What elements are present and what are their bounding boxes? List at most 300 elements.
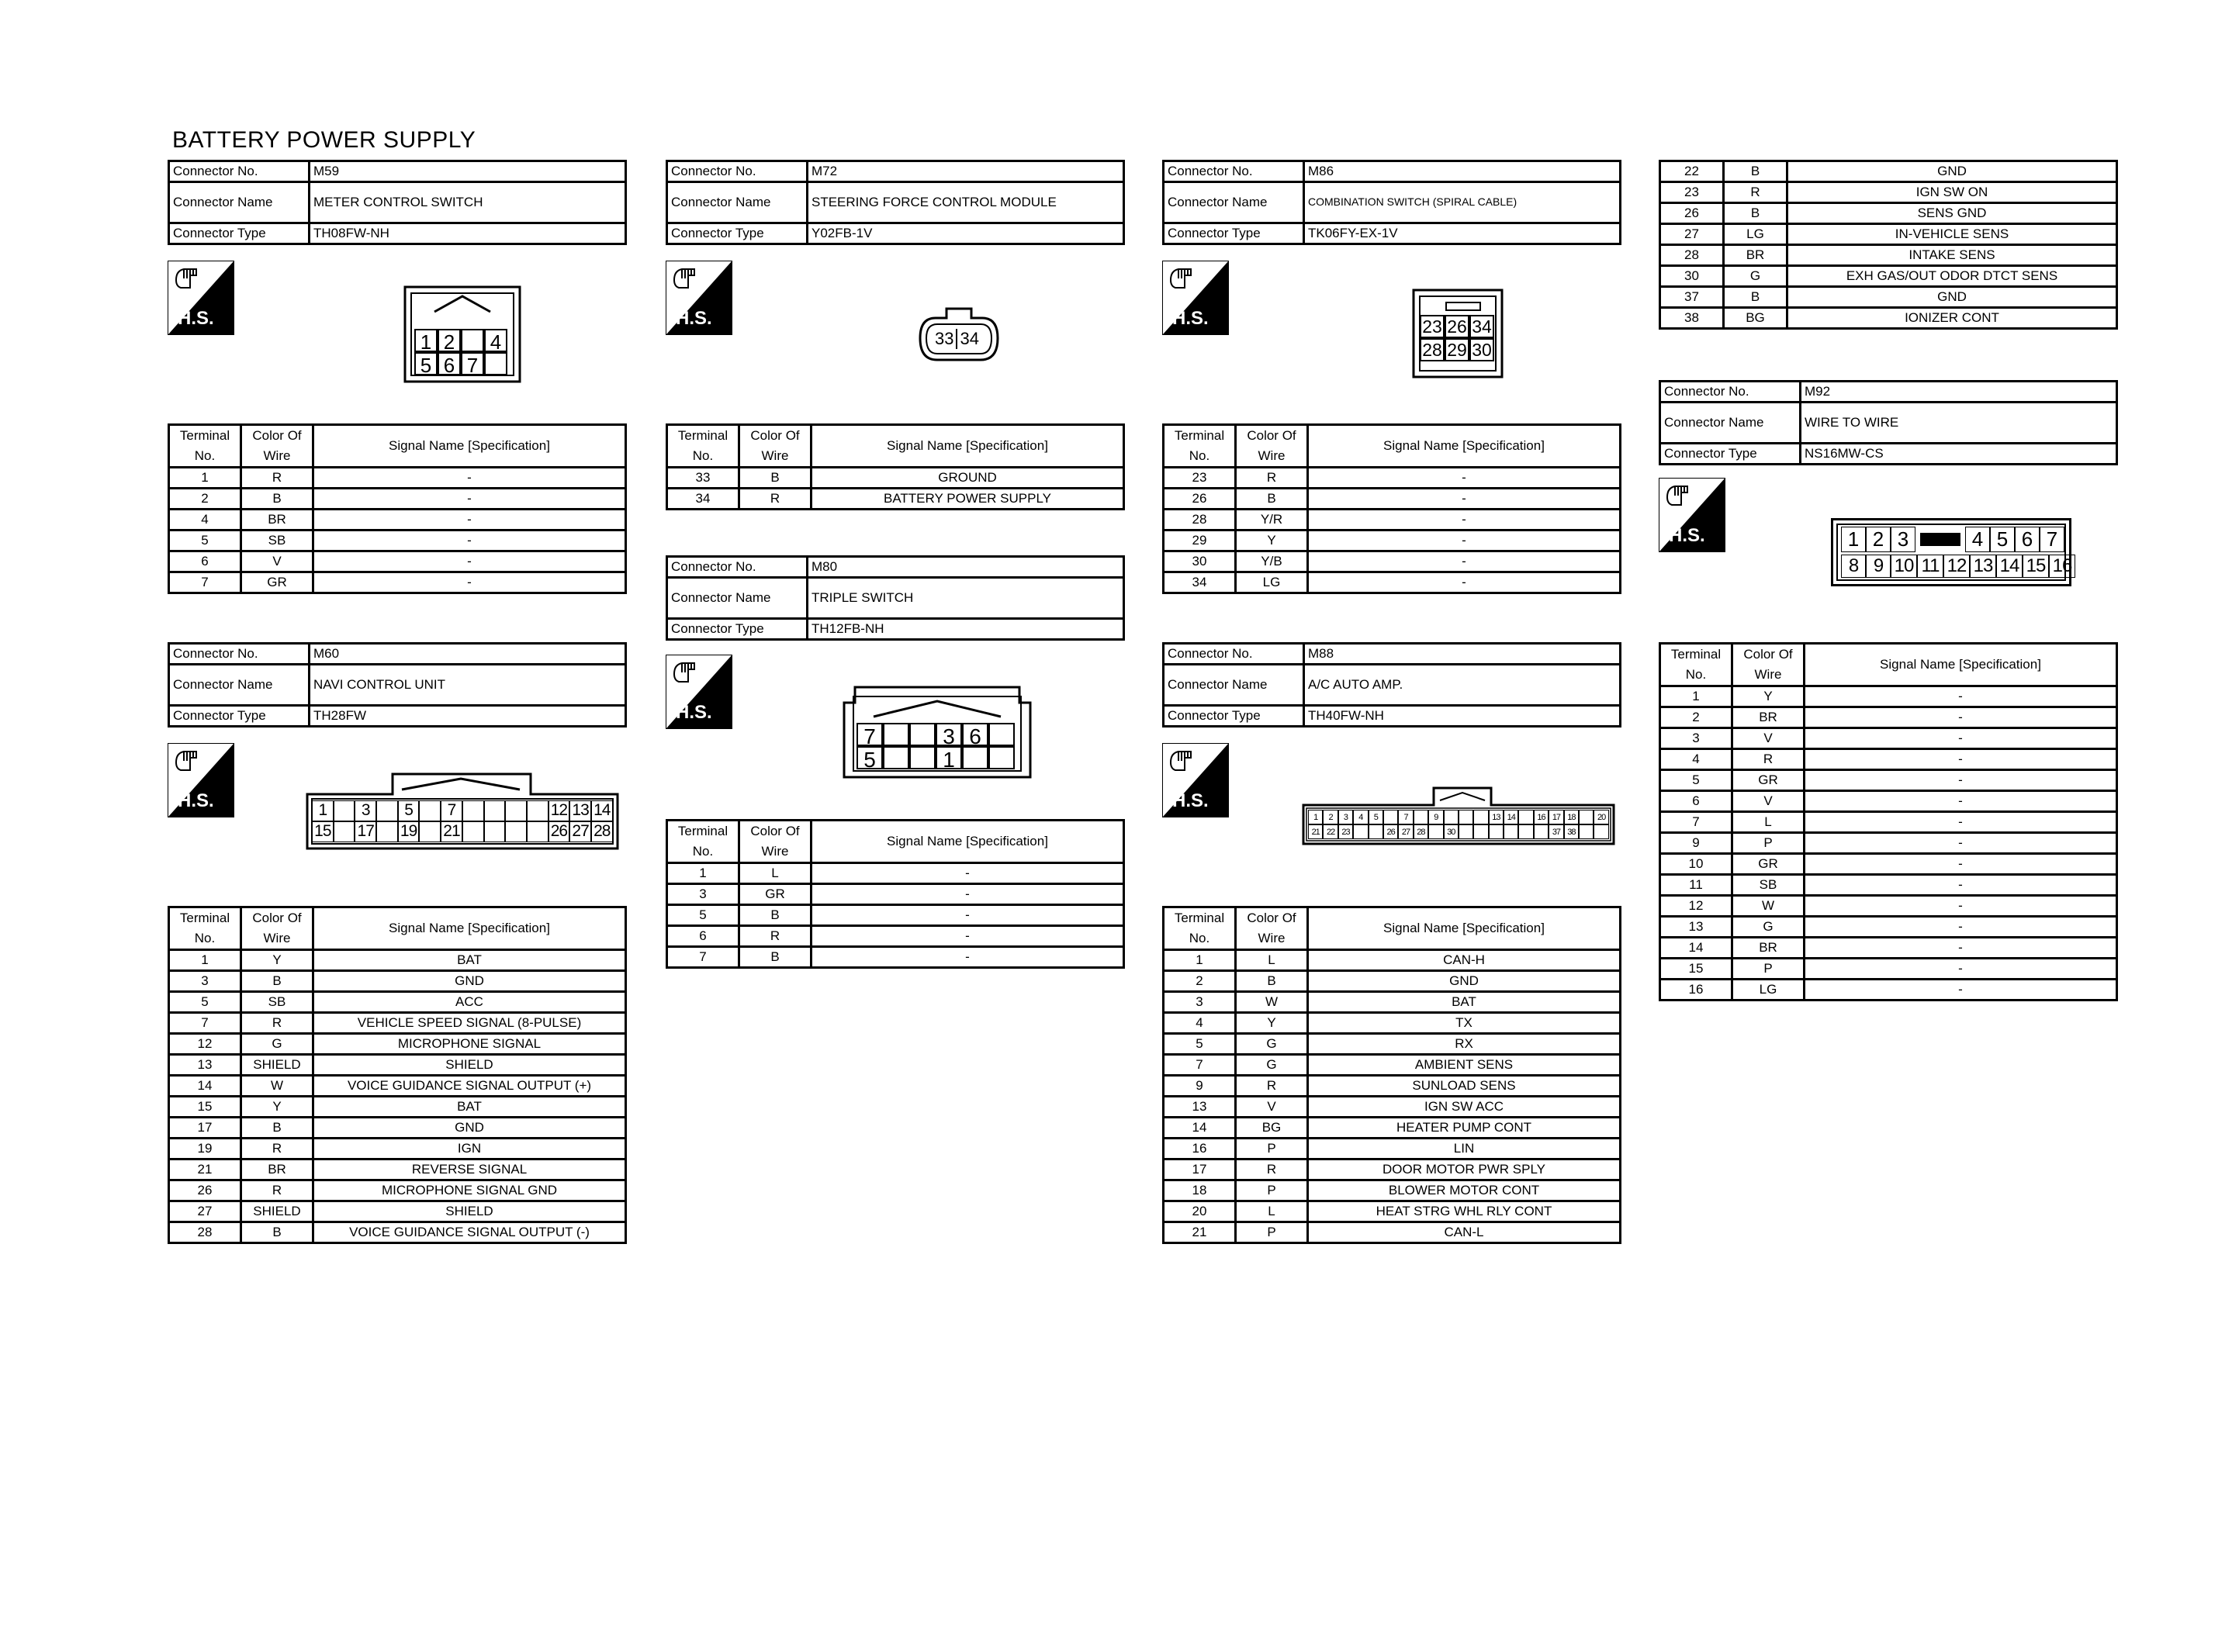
connector-no-label: Connector No. [1164,644,1304,665]
signal-cell: GROUND [812,468,1124,489]
terminal-cell: 16 [1164,1139,1236,1160]
wire-color-cell: V [1732,728,1805,749]
pin: 16 [2049,555,2075,578]
pin [1383,810,1398,824]
pin: 4 [484,329,507,352]
table-row [1660,770,2117,791]
signal-cell: ACC [313,992,626,1013]
terminal-cell: 13 [1164,1097,1236,1118]
wire-color-cell: SHIELD [241,1055,313,1076]
signal-cell: - [1805,938,2117,959]
terminal-cell: 7 [667,947,739,968]
pin: 12 [549,800,570,821]
connector-name-value: TRIPLE SWITCH [808,578,1124,619]
wire-color-cell: LG [1236,572,1308,593]
table-row [667,926,1124,947]
terminal-cell: 14 [1164,1118,1236,1139]
connector-face-m60 [306,772,619,854]
hs-badge-text: H.S. [676,702,712,723]
table-row [1164,572,1621,593]
terminal-cell: 3 [169,971,241,992]
terminal-no-header: Terminal No. [667,821,739,863]
table-row [1660,161,2117,182]
signal-cell: IONIZER CONT [1787,308,2117,329]
signal-cell: - [1308,510,1621,531]
signal-cell: IGN SW ON [1787,182,2117,203]
connector-type-value: TH40FW-NH [1304,706,1621,727]
table-row [1660,896,2117,917]
signal-cell: - [1805,980,2117,1001]
terminal-cell: 9 [1164,1076,1236,1097]
table-row [1660,854,2117,875]
table-row [1164,551,1621,572]
signal-cell: MICROPHONE SIGNAL GND [313,1180,626,1201]
wire-color-cell: R [739,926,812,947]
wire-color-cell: R [1236,1160,1308,1180]
signal-cell: GND [313,1118,626,1139]
pin: 5 [856,746,883,769]
table-row [1660,749,2117,770]
pin: 28 [1414,824,1428,839]
wire-color-cell: L [1236,950,1308,971]
pin [376,800,398,821]
connector-name-label: Connector Name [667,578,808,619]
connector-face-m59 [403,285,521,387]
table-row [169,551,626,572]
signal-cell: REVERSE SIGNAL [313,1160,626,1180]
wire-color-cell: B [1236,489,1308,510]
pin: 14 [1504,810,1518,824]
signal-cell: SENS GND [1787,203,2117,224]
signal-cell: - [1805,917,2117,938]
pin: 17 [355,821,376,842]
connector-name-value: COMBINATION SWITCH (SPIRAL CABLE) [1304,182,1621,223]
connector-type-value: NS16MW-CS [1801,444,2117,465]
wire-color-cell: L [739,863,812,884]
connector-m60 [168,642,627,1239]
terminal-cell: 6 [169,551,241,572]
pin: 11 [1917,555,1943,578]
terminal-cell: 1 [1660,686,1732,707]
wire-color-cell: Y [1732,686,1805,707]
connector-m88-continued [1659,160,2118,330]
signal-cell: - [1805,770,2117,791]
m86-rows [1164,468,1621,593]
pin [1353,824,1368,839]
hs-badge-text: H.S. [1172,790,1209,811]
terminal-cell: 12 [1660,896,1732,917]
signal-cell: VOICE GUIDANCE SIGNAL OUTPUT (-) [313,1222,626,1243]
table-row [1164,1013,1621,1034]
hs-badge-text: H.S. [1172,308,1209,329]
wire-color-cell: B [241,971,313,992]
m72-rows [667,468,1124,510]
connector-name-label: Connector Name [1164,665,1304,706]
wire-color-cell: B [1236,971,1308,992]
signal-cell: DOOR MOTOR PWR SPLY [1308,1160,1621,1180]
wire-color-cell: BG [1724,308,1787,329]
signal-name-header: Signal Name [Specification] [812,425,1124,468]
terminal-cell: 21 [169,1160,241,1180]
connector-face-m72 [919,304,999,368]
wire-color-cell: V [1236,1097,1308,1118]
table-row [1164,510,1621,531]
terminal-cell: 2 [1660,707,1732,728]
connector-type-value: TK06FY-EX-1V [1304,223,1621,244]
connector-no-value: M88 [1304,644,1621,665]
m60-rows [169,950,626,1243]
connector-name-label: Connector Name [1660,403,1801,444]
wire-color-cell: R [1236,1076,1308,1097]
pin [1428,824,1443,839]
hand-icon [671,658,701,688]
pin: 30 [1444,824,1459,839]
table-row [1164,1201,1621,1222]
signal-cell: VOICE GUIDANCE SIGNAL OUTPUT (+) [313,1076,626,1097]
table-row [1660,707,2117,728]
pin [376,821,398,842]
signal-cell: - [1805,812,2117,833]
table-row [169,489,626,510]
pin: 10 [1891,555,1917,578]
wire-color-cell: P [1732,959,1805,980]
terminal-no-header: Terminal No. [1660,644,1732,686]
signal-table [1162,423,1621,594]
signal-cell: - [1805,854,2117,875]
hs-badge [1659,478,1725,552]
pin: 8 [1841,555,1866,578]
pin [1444,810,1459,824]
pin: 14 [1996,555,2023,578]
hand-icon [173,747,202,776]
color-of-wire-header: Color Of Wire [739,821,812,863]
terminal-cell: 6 [1660,791,1732,812]
terminal-cell: 30 [1164,551,1236,572]
table-row [169,572,626,593]
wire-color-cell: Y/B [1236,551,1308,572]
hand-icon [1168,264,1197,294]
table-row [1660,266,2117,287]
signal-cell: BATTERY POWER SUPPLY [812,489,1124,510]
m59-pin-grid [414,329,507,375]
wire-color-cell: R [739,489,812,510]
terminal-cell: 22 [1660,161,1724,182]
table-row [1164,1139,1621,1160]
terminal-cell: 13 [1660,917,1732,938]
pin: 27 [1398,824,1413,839]
signal-name-header: Signal Name [Specification] [313,425,626,468]
connector-m72 [666,160,1125,506]
pin [1473,810,1488,824]
pin [1459,824,1473,839]
signal-cell: INTAKE SENS [1787,245,2117,266]
connector-type-value: Y02FB-1V [808,223,1124,244]
wire-color-cell: B [739,468,812,489]
signal-cell: - [1308,551,1621,572]
wire-color-cell: B [241,489,313,510]
wire-color-cell: R [1724,182,1787,203]
connector-type-label: Connector Type [667,223,808,244]
m92-pin-row-bottom [1841,555,2075,578]
connector-no-value: M59 [310,161,626,182]
signal-cell: - [1805,707,2117,728]
pin [527,821,549,842]
pin: 27 [569,821,591,842]
pin [334,821,355,842]
table-row [169,992,626,1013]
wire-color-cell: P [1236,1222,1308,1243]
terminal-cell: 4 [169,510,241,531]
connector-no-value: M92 [1801,382,2117,403]
terminal-cell: 4 [1660,749,1732,770]
pin: 7 [856,723,883,746]
pin: 15 [2023,555,2049,578]
signal-cell: EXH GAS/OUT ODOR DTCT SENS [1787,266,2117,287]
pin: 3 [936,723,962,746]
pin [462,821,484,842]
table-row [1660,833,2117,854]
signal-cell: - [1805,749,2117,770]
table-row [1660,182,2117,203]
table-row [1164,971,1621,992]
table-row [1660,224,2117,245]
table-row [1164,1180,1621,1201]
connector-type-label: Connector Type [667,619,808,640]
pin: 1 [1308,810,1323,824]
terminal-cell: 20 [1164,1201,1236,1222]
signal-cell: HEAT STRG WHL RLY CONT [1308,1201,1621,1222]
connector-no-value: M72 [808,161,1124,182]
pin: 5 [1369,810,1383,824]
table-row [1660,245,2117,266]
wire-color-cell: BR [241,1160,313,1180]
connector-face-m92 [1831,518,2071,586]
connector-info-table [168,160,627,245]
signal-name-header: Signal Name [Specification] [1308,907,1621,950]
terminal-cell: 21 [1164,1222,1236,1243]
table-row [1660,791,2117,812]
wire-color-cell: R [241,1139,313,1160]
wire-color-cell: B [241,1118,313,1139]
signal-cell: GND [313,971,626,992]
pin: 5 [414,352,438,375]
table-row [169,1222,626,1243]
signal-cell: LIN [1308,1139,1621,1160]
terminal-cell: 5 [169,531,241,551]
wire-color-cell: GR [1732,854,1805,875]
color-of-wire-header: Color Of Wire [1236,425,1308,468]
terminal-cell: 5 [667,905,739,926]
signal-table [1659,160,2118,330]
hand-icon [1168,747,1197,776]
signal-table [168,906,627,1244]
wire-color-cell: R [1732,749,1805,770]
table-row [1164,992,1621,1013]
terminal-no-header: Terminal No. [667,425,739,468]
pin [1369,824,1383,839]
connector-name-value: METER CONTROL SWITCH [310,182,626,223]
wire-color-cell: G [241,1034,313,1055]
connector-no-label: Connector No. [667,557,808,578]
signal-cell: IGN SW ACC [1308,1097,1621,1118]
table-row [1164,1118,1621,1139]
signal-cell: BAT [1308,992,1621,1013]
terminal-cell: 14 [1660,938,1732,959]
table-row [667,884,1124,905]
pin: 13 [569,800,591,821]
terminal-cell: 28 [1660,245,1724,266]
connector-name-label: Connector Name [169,182,310,223]
hs-badge [666,261,732,335]
pin: 23 [1420,315,1445,338]
table-row [1164,1034,1621,1055]
wire-color-cell: R [241,1180,313,1201]
wire-color-cell: BG [1236,1118,1308,1139]
pin [1518,824,1533,839]
signal-cell: - [1805,875,2117,896]
terminal-cell: 15 [169,1097,241,1118]
terminal-cell: 34 [1164,572,1236,593]
terminal-cell: 7 [169,572,241,593]
signal-cell: BAT [313,1097,626,1118]
signal-cell: MICROPHONE SIGNAL [313,1034,626,1055]
signal-name-header: Signal Name [Specification] [812,821,1124,863]
table-row [1660,959,2117,980]
wire-color-cell: BR [1732,707,1805,728]
pin: 7 [441,800,462,821]
terminal-cell: 19 [169,1139,241,1160]
connector-name-value: NAVI CONTROL UNIT [310,665,626,706]
pin: 1 [414,329,438,352]
connector-type-label: Connector Type [1164,706,1304,727]
wire-color-cell: L [1732,812,1805,833]
terminal-cell: 5 [1164,1034,1236,1055]
connector-name-label: Connector Name [169,665,310,706]
pin: 4 [1353,810,1368,824]
page-title: BATTERY POWER SUPPLY [172,127,476,153]
connector-m59 [168,160,627,589]
terminal-cell: 17 [1164,1160,1236,1180]
wire-color-cell: R [241,1013,313,1034]
table-row [169,1076,626,1097]
connector-no-label: Connector No. [1164,161,1304,182]
pin: 26 [549,821,570,842]
pin: 34 [960,329,979,348]
hs-badge [666,655,732,729]
terminal-cell: 2 [169,489,241,510]
wire-color-cell: Y [241,1097,313,1118]
terminal-no-header: Terminal No. [1164,425,1236,468]
table-row [1164,1076,1621,1097]
terminal-cell: 1 [1164,950,1236,971]
wire-color-cell: Y [241,950,313,971]
pin [505,800,527,821]
pin [419,800,441,821]
color-of-wire-header: Color Of Wire [1732,644,1805,686]
table-row [1660,875,2117,896]
signal-cell: - [313,572,626,593]
signal-cell: SHIELD [313,1055,626,1076]
pin: 34 [1469,315,1494,338]
signal-cell: HEATER PUMP CONT [1308,1118,1621,1139]
hs-badge-text: H.S. [1669,525,1705,546]
wire-color-cell: P [1236,1180,1308,1201]
pin [527,800,549,821]
pin [988,723,1015,746]
pin: 9 [1866,555,1891,578]
terminal-cell: 4 [1164,1013,1236,1034]
pin [484,821,506,842]
wire-color-cell: BR [1732,938,1805,959]
wire-color-cell: R [241,468,313,489]
signal-table [168,423,627,594]
wire-color-cell: V [241,551,313,572]
wire-color-cell: Y/R [1236,510,1308,531]
signal-cell: GND [1308,971,1621,992]
signal-cell: - [1805,833,2117,854]
pin [462,800,484,821]
color-of-wire-header: Color Of Wire [1236,907,1308,950]
terminal-cell: 2 [1164,971,1236,992]
connector-type-value: TH12FB-NH [808,619,1124,640]
signal-cell: IN-VEHICLE SENS [1787,224,2117,245]
pin: 3 [1891,527,1915,552]
pin: 1 [936,746,962,769]
pin: 17 [1549,810,1563,824]
m80-rows [667,863,1124,968]
color-of-wire-header: Color Of Wire [241,425,313,468]
terminal-no-header: Terminal No. [169,425,241,468]
pin: 12 [1943,555,1970,578]
hs-badge [168,743,234,817]
connector-face-m88 [1302,786,1615,849]
pin [1489,824,1504,839]
pin [484,352,507,375]
signal-cell: GND [1787,161,2117,182]
table-row [1164,950,1621,971]
m60-pin-grid [312,800,613,842]
wire-color-cell: BR [1724,245,1787,266]
wire-color-cell: SB [1732,875,1805,896]
connector-type-value: TH28FW [310,706,626,727]
table-row [1164,1160,1621,1180]
pin: 5 [398,800,420,821]
wire-color-cell: Y [1236,1013,1308,1034]
m59-rows [169,468,626,593]
table-row [1164,1055,1621,1076]
wire-color-cell: W [241,1076,313,1097]
signal-cell: SUNLOAD SENS [1308,1076,1621,1097]
terminal-cell: 33 [667,468,739,489]
pin [334,800,355,821]
hs-badge [1162,743,1229,817]
connector-no-value: M80 [808,557,1124,578]
wire-color-cell: B [241,1222,313,1243]
table-row [667,863,1124,884]
connector-no-value: M60 [310,644,626,665]
wire-color-cell: B [1724,203,1787,224]
terminal-cell: 3 [667,884,739,905]
pin [909,746,936,769]
pin [505,821,527,842]
connector-no-label: Connector No. [667,161,808,182]
wire-color-cell: SB [241,531,313,551]
table-row [169,1201,626,1222]
table-row [1164,468,1621,489]
signal-cell: - [313,551,626,572]
signal-table [1162,906,1621,1244]
hs-badge [1162,261,1229,335]
